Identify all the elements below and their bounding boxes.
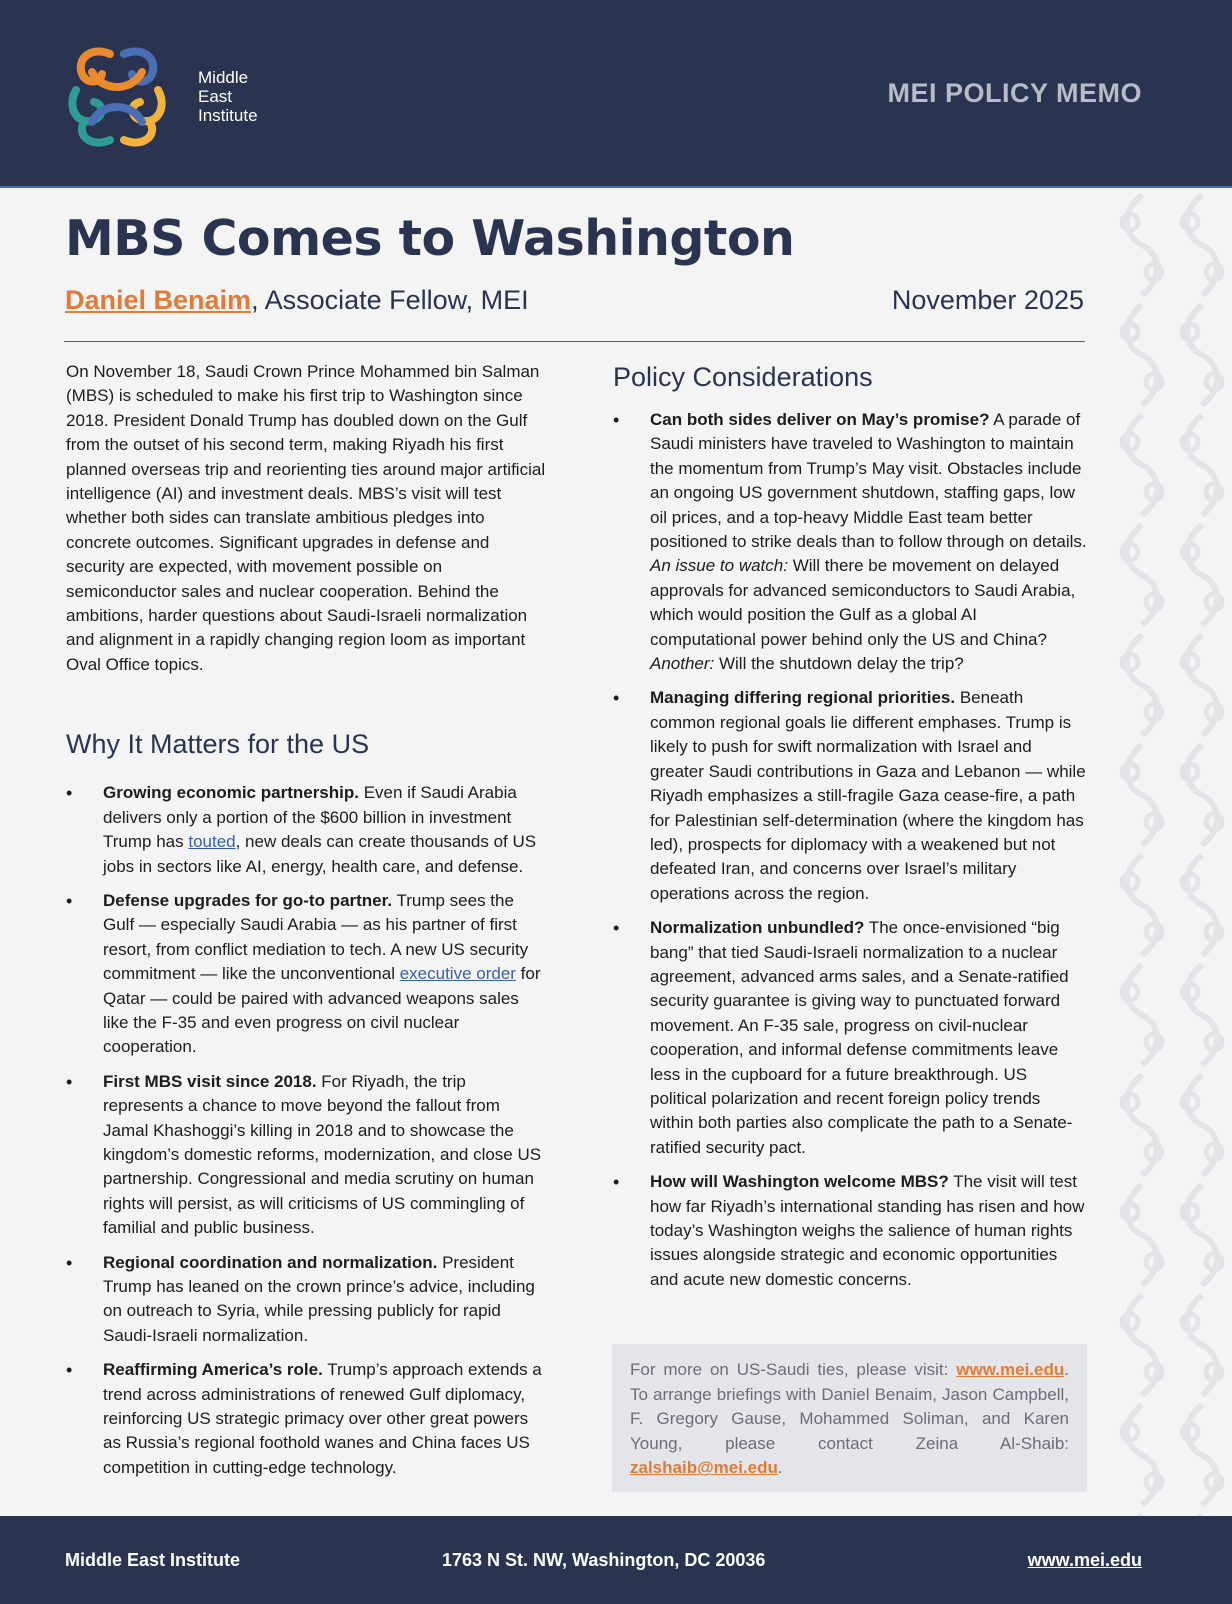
- item-lead: First MBS visit since 2018.: [103, 1071, 317, 1091]
- intro-paragraph: On November 18, Saudi Crown Prince Mohammed bin Salman (MBS) is scheduled to make his first trip to Washington since 2018. President Donald Trump has doubled down on the Gulf from the outset of his second term, making Riyadh his first planned overseas trip and reorienting ties around major artificial intelligence (AI) and investment deals. MBS’s visit will test whether both sides can translate ambitious pledges into concrete outcomes. Significant upgrades in defense and security are expected, with movement possible on semiconductor sales and nuclear cooperation. Behind the ambitions, harder questions about Saudi-Israeli normalization and alignment in a rapidly changing region loom as important Oval Office topics.: [66, 362, 546, 674]
- author-link[interactable]: Daniel Benaim: [65, 285, 252, 315]
- list-item: [613, 686, 1087, 906]
- mei-logo-icon: [62, 42, 172, 152]
- byline: [65, 285, 529, 316]
- list-item: [613, 408, 1087, 676]
- why-list: [66, 781, 546, 1480]
- item-text: A parade of Saudi ministers have traveled to Washington to maintain the momentum from Trump’s May visit. Obstacles include an ongoing US government shutdown, staffing gaps, low oil prices, and a top-heavy Middle East team better positioned to strike deals than to follow through on details.: [650, 410, 1087, 552]
- item-text: For Riyadh, the trip represents a chance to move beyond the fallout from Jamal Khashoggi’s killing in 2018 and to showcase the kingdom’s domestic reforms, modernization, and close US partnership. Congressional and media scrutiny on human rights will persist, as will criticisms of US commingling of familial and public business.: [103, 1071, 542, 1238]
- list-item: [613, 916, 1087, 1160]
- page-header: [0, 0, 1232, 188]
- author-role: , Associate Fellow, MEI: [251, 285, 529, 315]
- callout-text: . To arrange briefings with Daniel Benaim, Jason Campbell, F. Gregory Gause, Mohammed Soliman, and Karen Young, please contact Zeina Al-Shaib:: [630, 1360, 1069, 1453]
- item-text: Will the shutdown delay the trip?: [714, 654, 964, 674]
- page-footer: [0, 1516, 1232, 1604]
- item-text: The visit will test how far Riyadh’s international standing has risen and how today’s Washington weighs the salience of human rights issues alongside strategic and economic opportunities and acute new domestic concerns.: [650, 1172, 1085, 1289]
- email-link[interactable]: zalshaib@mei.edu: [630, 1458, 778, 1478]
- item-lead: Growing economic partnership.: [103, 783, 359, 803]
- wordmark-line: Institute: [198, 106, 258, 125]
- wordmark-line: Middle: [198, 68, 249, 87]
- item-text: for Qatar — could be paired with advanced weapons sales like the F-35 and even progress on civil nuclear cooperation.: [103, 964, 541, 1057]
- callout-text: .: [777, 1458, 783, 1478]
- list-item: [66, 1358, 546, 1480]
- org-wordmark: [198, 68, 258, 125]
- item-text: Trump sees the Gulf — especially Saudi Arabia — as his partner of first resort, from conflict mediation to tech. A new US security commitment — like the unconventional: [103, 890, 529, 984]
- item-lead: Can both sides deliver on May’s promise?: [650, 410, 990, 429]
- item-text: , new deals can create thousands of US jobs in sectors like AI, energy, health care, and defense.: [103, 832, 537, 876]
- decorative-pattern-icon: [1112, 190, 1232, 1516]
- item-emphasis: An issue to watch:: [650, 556, 788, 576]
- mei-site-link[interactable]: www.mei.edu: [956, 1360, 1065, 1379]
- publication-date: November 2025: [891, 285, 1084, 315]
- left-column: [66, 360, 546, 1490]
- footer-address: 1763 N St. NW, Washington, DC 20036: [442, 1550, 766, 1570]
- callout-text: For more on US-Saudi ties, please visit:: [630, 1360, 957, 1379]
- list-item: [66, 889, 546, 1060]
- memo-label: MEI POLICY MEMO: [887, 78, 1142, 108]
- item-lead: Reaffirming America’s role.: [103, 1360, 323, 1380]
- item-lead: Defense upgrades for go-to partner.: [103, 890, 393, 910]
- touted-link[interactable]: touted: [188, 832, 236, 852]
- item-text: Even if Saudi Arabia delivers only a portion of the $600 billion in investment Trump has: [103, 783, 517, 852]
- item-lead: Regional coordination and normalization.: [103, 1252, 438, 1272]
- list-item: [613, 1170, 1087, 1292]
- list-item: [66, 1251, 546, 1349]
- why-heading: Why It Matters for the US: [66, 729, 370, 760]
- footer-site-link[interactable]: www.mei.edu: [1027, 1550, 1142, 1570]
- right-column: [613, 360, 1087, 1302]
- item-text: President Trump has leaned on the crown prince’s advice, including on outreach to Syria, while pressing publicly for rapid Saudi-Israeli normalization.: [103, 1252, 535, 1345]
- executive-order-link[interactable]: executive order: [399, 964, 516, 984]
- footer-org: Middle East Institute: [65, 1550, 241, 1570]
- list-item: [66, 781, 546, 879]
- policy-heading: Policy Considerations: [613, 362, 873, 392]
- policy-list: [613, 408, 1087, 1292]
- list-item: [66, 1070, 546, 1241]
- item-lead: How will Washington welcome MBS?: [650, 1172, 949, 1192]
- item-lead: Normalization unbundled?: [650, 918, 865, 938]
- divider: [64, 341, 1085, 342]
- wordmark-line: East: [198, 87, 233, 106]
- item-text: Beneath common regional goals lie different emphases. Trump is likely to push for swift normalization with Israel and greater Saudi contributions in Gaza and Lebanon — while Riyadh emphasizes a still-fragile Gaza cease-fire, a path for Palestinian self-determination (where the kingdom has led), prospects for diplomacy with a weakened but not defeated Iran, and concerns over Israel’s military operations across the region.: [650, 688, 1086, 903]
- item-text: The once-envisioned “big bang” that tied Saudi-Israeli normalization to a nuclear agreement, advanced arms sales, and a Senate-ratified security guarantee is giving way to punctuated forward movement. An F-35 sale, progress on civil-nuclear cooperation, and informal defense commitments leave less in the cupboard for a future breakthrough. US political polarization and recent foreign policy trends within both parties also complicate the path to a Senate-ratified security pact.: [650, 918, 1073, 1157]
- page-title: MBS Comes to Washington: [65, 210, 795, 267]
- item-lead: Managing differing regional priorities.: [650, 688, 956, 708]
- item-text: Will there be movement on delayed approvals for advanced semiconductors to Saudi Arabia, which would position the Gulf as a global AI computational power behind only the US and China?: [650, 556, 1076, 649]
- contact-callout: [612, 1344, 1087, 1492]
- item-emphasis: Another:: [650, 654, 715, 674]
- item-text: Trump’s approach extends a trend across administrations of renewed Gulf diplomacy, reinforcing US strategic primacy over other great powers as Russia’s regional foothold wanes and China faces US competition in cutting-edge technology.: [103, 1360, 542, 1477]
